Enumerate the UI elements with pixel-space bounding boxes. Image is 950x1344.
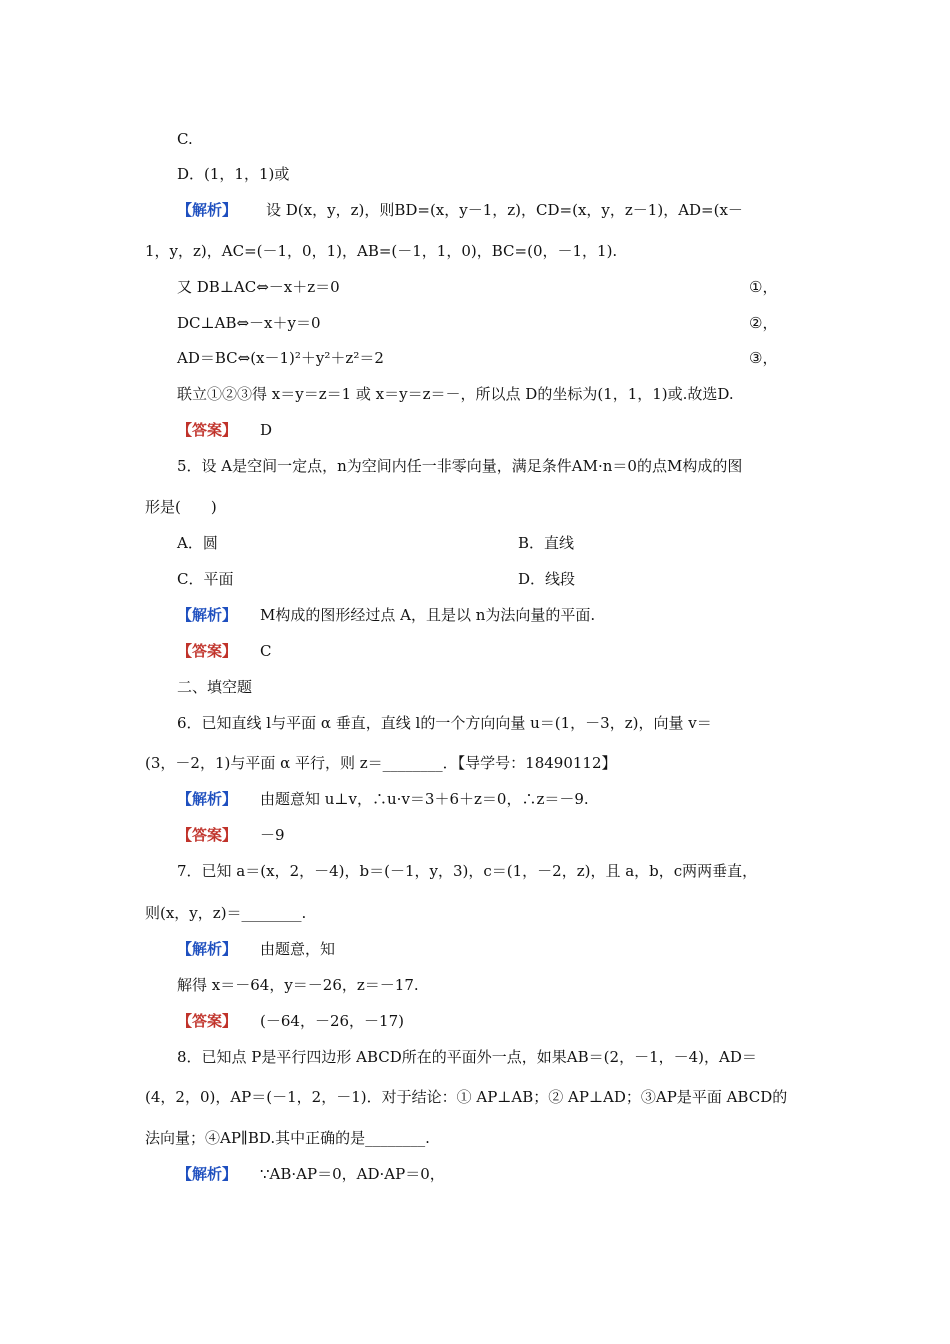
- answer-tag: 【答案】: [177, 421, 238, 439]
- analysis-text: 设 D(x，y，z)，则BD=(x，y－1，z)，CD=(x，y，z－1)，AD=(x－: [266, 201, 743, 219]
- answer-text: C: [260, 642, 272, 660]
- answer-tag: 【答案】: [177, 642, 238, 660]
- section-heading: 二、填空题: [177, 678, 253, 696]
- option-c: C．平面: [177, 570, 234, 588]
- equation-mark-1: ①，: [749, 278, 778, 296]
- analysis-tag: 【解析】: [177, 1165, 238, 1183]
- question-5: 形是( ): [145, 498, 217, 516]
- option-c: C.: [177, 130, 193, 148]
- analysis-text: 1，y，z)，AC=(－1，0，1)，AB=(－1，1，0)，BC=(0，－1，1).: [145, 242, 618, 260]
- analysis-conclusion: 联立①②③得 x＝y＝z＝1 或 x＝y＝z＝－，所以点 D的坐标为(1，1，1)或.故选D.: [177, 385, 734, 403]
- analysis-tag: 【解析】: [177, 940, 238, 958]
- question-5: 5．设 A是空间一定点，n为空间内任一非零向量，满足条件AM·n＝0的点M构成的图: [177, 457, 743, 475]
- question-8: 8．已知点 P是平行四边形 ABCD所在的平面外一点，如果AB＝(2，－1，－4)，AD＝: [177, 1048, 757, 1066]
- equation-mark-2: ②，: [749, 314, 778, 332]
- equation-1: 又 DB⊥AC⇔－x＋z＝0: [177, 278, 340, 296]
- equation-mark-3: ③，: [749, 349, 778, 367]
- analysis-text: 解得 x＝－64，y＝－26，z＝－17.: [177, 976, 419, 994]
- answer-text: D: [260, 421, 273, 439]
- analysis-text: M构成的图形经过点 A，且是以 n为法向量的平面.: [260, 606, 596, 624]
- question-7: 7．已知 a＝(x，2，－4)，b＝(－1，y，3)，c＝(1，－2，z)，且 a，b，c两两垂直，: [177, 862, 758, 880]
- question-6: (3，－2，1)与平面 α 平行，则 z＝________．【导学号：18490112】: [145, 754, 617, 772]
- option-d: D．线段: [518, 570, 576, 588]
- answer-text: －9: [260, 826, 285, 844]
- equation-3: AD＝BC⇔(x－1)²＋y²＋z²＝2: [177, 349, 384, 367]
- analysis-text: ∵AB·AP＝0，AD·AP＝0，: [260, 1165, 445, 1183]
- option-b: B．直线: [518, 534, 575, 552]
- analysis-text: 由题意知 u⊥v，∴u·v＝3＋6＋z＝0，∴z＝－9.: [260, 790, 589, 808]
- question-8: 法向量；④AP∥BD.其中正确的是________.: [145, 1129, 430, 1147]
- answer-tag: 【答案】: [177, 826, 238, 844]
- option-a: A．圆: [177, 534, 218, 552]
- option-d: D．(1，1，1)或: [177, 165, 290, 183]
- analysis-tag: 【解析】: [177, 790, 238, 808]
- equation-2: DC⊥AB⇔－x＋y＝0: [177, 314, 321, 332]
- analysis-text: 由题意，知: [260, 940, 336, 958]
- analysis-tag: 【解析】: [177, 201, 238, 219]
- analysis-tag: 【解析】: [177, 606, 238, 624]
- answer-tag: 【答案】: [177, 1012, 238, 1030]
- answer-text: (－64，－26，－17): [260, 1012, 404, 1030]
- question-8: (4，2，0)，AP＝(－1，2，－1)．对于结论：① AP⊥AB；② AP⊥AD；③AP是平面 ABCD的: [145, 1088, 788, 1106]
- question-7: 则(x，y，z)＝________.: [145, 904, 307, 922]
- question-6: 6．已知直线 l与平面 α 垂直，直线 l的一个方向向量 u＝(1，－3，z)，向量 v＝: [177, 714, 712, 732]
